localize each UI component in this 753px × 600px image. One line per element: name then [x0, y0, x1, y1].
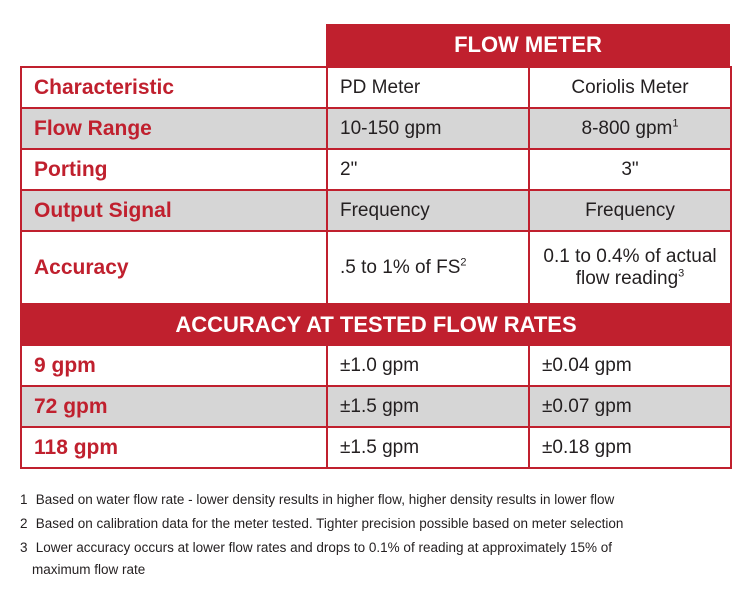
cell-pd-accuracy-tested: ±1.0 gpm: [327, 345, 529, 386]
cell-pd-porting: 2": [327, 149, 529, 190]
section-title-accuracy-tested: ACCURACY AT TESTED FLOW RATES: [21, 304, 731, 345]
footnote-3: [20, 538, 745, 558]
table-row: [21, 427, 731, 468]
footnote-1: [20, 490, 745, 510]
cell-coriolis-accuracy-line1: 0.1 to 0.4% of actual: [543, 245, 717, 267]
cell-pd-accuracy: [327, 231, 529, 304]
column-header-coriolis-meter: Coriolis Meter: [529, 67, 731, 108]
flow-meter-header-label: FLOW METER: [454, 32, 602, 57]
footnote-number: 3: [20, 540, 28, 555]
cell-coriolis-flow-range: [529, 108, 731, 149]
table-row: [21, 231, 731, 304]
cell-coriolis-output-signal: Frequency: [529, 190, 731, 231]
flow-meter-header: [326, 24, 730, 66]
table-header-row: [21, 67, 731, 108]
cell-coriolis-accuracy-line2-text: flow reading: [575, 267, 679, 289]
cell-coriolis-accuracy-tested: ±0.04 gpm: [529, 345, 731, 386]
cell-coriolis-accuracy: [529, 231, 731, 304]
row-label-accuracy: Accuracy: [21, 231, 327, 304]
cell-coriolis-accuracy-tested: ±0.18 gpm: [529, 427, 731, 468]
cell-pd-accuracy-tested: ±1.5 gpm: [327, 386, 529, 427]
table-row: [21, 190, 731, 231]
cell-coriolis-accuracy-tested: ±0.07 gpm: [529, 386, 731, 427]
table-row: [21, 386, 731, 427]
row-label-porting: Porting: [21, 149, 327, 190]
table-row: [21, 345, 731, 386]
footnote-2: [20, 514, 745, 534]
cell-pd-accuracy-tested: ±1.5 gpm: [327, 427, 529, 468]
footnote-ref-2: 2: [460, 256, 467, 269]
table-row: [21, 108, 731, 149]
footnote-3-continued: [20, 560, 745, 580]
table-row: [21, 149, 731, 190]
row-label-flow-range: Flow Range: [21, 108, 327, 149]
footnote-text: Based on calibration data for the meter tested. Tighter precision possible based on meter selection: [35, 516, 624, 531]
footnote-text: Based on water flow rate - lower density results in higher flow, higher density results in lower flow: [35, 492, 615, 507]
section-header-row: [21, 304, 731, 345]
footnote-ref-3: 3: [678, 267, 685, 280]
footnote-ref-1: 1: [672, 117, 679, 130]
cell-pd-flow-range: 10-150 gpm: [327, 108, 529, 149]
row-label-output-signal: Output Signal: [21, 190, 327, 231]
column-header-pd-meter: PD Meter: [327, 67, 529, 108]
cell-pd-accuracy-text: .5 to 1% of FS: [340, 256, 461, 278]
cell-coriolis-accuracy-line2: [530, 268, 730, 290]
cell-coriolis-porting: 3": [529, 149, 731, 190]
row-label-rate: 9 gpm: [21, 345, 327, 386]
row-label-rate: 118 gpm: [21, 427, 327, 468]
footnote-number: 2: [20, 516, 28, 531]
row-label-rate: 72 gpm: [21, 386, 327, 427]
footnote-text-continued: maximum flow rate: [32, 562, 146, 577]
cell-coriolis-flow-range-text: 8-800 gpm: [581, 117, 673, 139]
flow-meter-table: [20, 66, 732, 469]
column-header-characteristic: Characteristic: [21, 67, 327, 108]
footnote-text: Lower accuracy occurs at lower flow rates and drops to 0.1% of reading at approximately 15% of: [35, 540, 613, 555]
footnote-number: 1: [20, 492, 28, 507]
cell-pd-output-signal: Frequency: [327, 190, 529, 231]
